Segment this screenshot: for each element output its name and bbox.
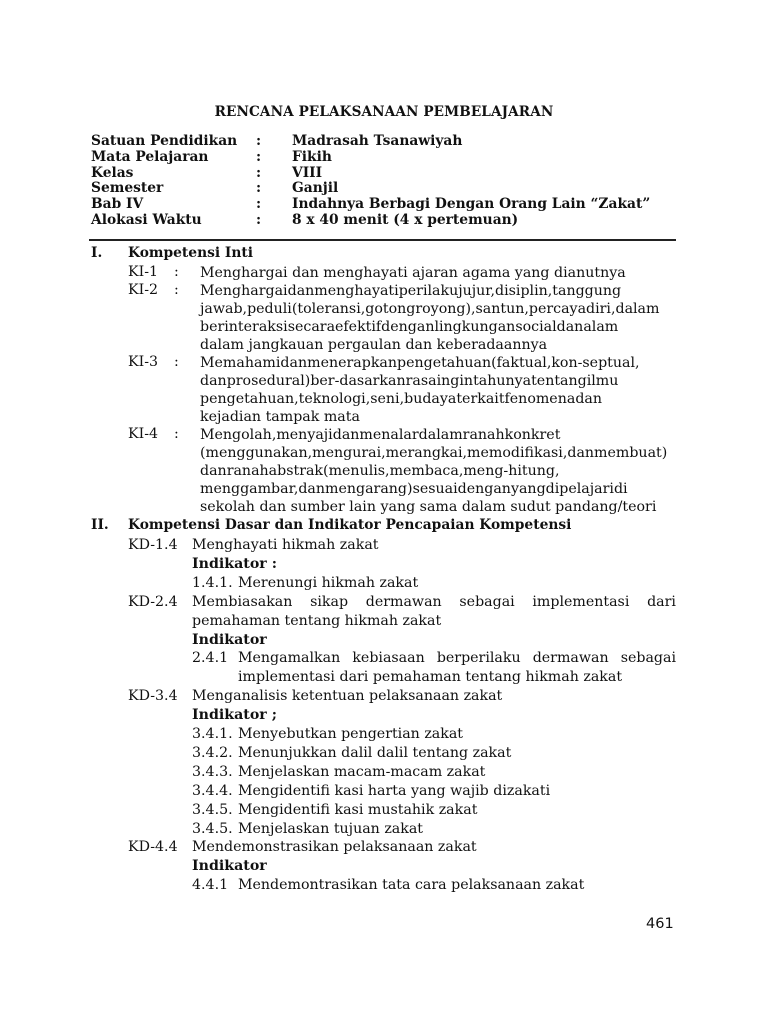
indicator-number: 3.4.3. [192,763,233,780]
identity-row [91,166,681,182]
indicator-text: Menjelaskan macam-macam zakat [238,763,486,780]
identity-row [91,150,681,166]
ki-item [128,354,676,426]
identity-label: Alokasi Waktu [91,211,202,228]
indicator-label: Indikator [192,858,267,875]
ki-text [200,426,676,516]
indicator-text: Merenungi hikmah zakat [238,574,419,591]
kd-text: Membiasakan sikap dermawan sebagai implementasi dari [192,593,676,610]
ki-colon: : [174,426,179,442]
ki-text-line: Memahamidanmenerapkanpengetahuan(faktual,kon-septual, [200,355,640,371]
identity-value: Madrasah Tsanawiyah [292,133,463,149]
ki-code: KI-4 [128,426,159,442]
ki-text-line: jawab,peduli(toleransi,gotongroyong),santun,percayadiri,dalam [200,301,660,318]
indicator-number: 4.4.1 [192,877,229,894]
ki-text-line: (menggunakan,mengurai,merangkai,memodifikasi,danmembuat) [200,445,668,462]
kd-code: KD-2.4 [128,593,178,610]
ki-text-line: danranahabstrak(menulis,membaca,meng-hitung, [200,463,560,480]
indicator-text: Mendemontrasikan tata cara pelaksanaan zakat [238,877,585,894]
indicator-text: Mengidentifi kasi mustahik zakat [238,801,478,818]
identity-label: Kelas [91,164,134,181]
indicator-number: 2.4.1 [192,650,229,667]
identity-value: Indahnya Berbagi Dengan Orang Lain “Zakat” [292,196,651,213]
ki-text-line: Menghargai dan menghayati ajaran agama yang dianutnya [200,265,626,281]
identity-colon: : [256,133,262,149]
ki-text [200,282,676,354]
header-divider [89,239,676,241]
identity-row [91,134,681,150]
indicator-text: implementasi dari pemahaman tentang hikmah zakat [238,669,623,686]
indicator-label: Indikator : [192,555,277,572]
section-title: Kompetensi Dasar dan Indikator Pencapaian Kompetensi [128,517,572,533]
ki-text-line: danprosedural)ber-dasarkanrasaingintahunyatentangilmu [200,373,619,390]
indicator-text: Menyebutkan pengertian zakat [238,726,464,742]
ki-text-line: Menghargaidanmenghayatiperilakujujur,disiplin,tanggung [200,283,622,299]
indicator-text: Menunjukkan dalil dalil tentang zakat [238,744,512,761]
identity-colon: : [256,196,262,213]
ki-item [128,264,676,282]
identity-value: Ganjil [292,180,339,197]
ki-code: KI-1 [128,264,159,280]
ki-text-line: berinteraksisecaraefektifdenganlingkungansocialdanalam [200,319,619,336]
ki-code: KI-2 [128,282,159,298]
ki-item [128,282,676,354]
ki-item [128,426,676,516]
section-title: Kompetensi Inti [128,245,254,261]
identity-colon: : [256,180,262,197]
identity-row [91,181,681,197]
identity-value: VIII [292,164,323,181]
identity-value: 8 x 40 menit (4 x pertemuan) [292,211,519,228]
kd-text: Mendemonstrasikan pelaksanaan zakat [192,839,477,856]
identity-row [91,197,681,213]
kd-code: KD-1.4 [128,537,178,553]
kd-text: Menghayati hikmah zakat [192,537,379,553]
ki-colon: : [174,354,179,370]
ki-colon: : [174,264,179,280]
page-number: 461 [646,916,674,932]
identity-label: Satuan Pendidikan [91,133,238,149]
ki-text-line: pengetahuan,teknologi,seni,budayaterkaitfenomenadan [200,391,602,408]
ki-text-line: kejadian tampak mata [200,409,360,426]
kd-text: pemahaman tentang hikmah zakat [192,612,442,629]
indicator-number: 3.4.1. [192,726,233,742]
indicator-number: 3.4.5. [192,820,233,837]
ki-text-line: Mengolah,menyajidanmenalardalamranahkonkret [200,427,561,443]
identity-value: Fikih [292,148,332,165]
section-number: I. [91,245,103,261]
section-heading-1 [91,245,253,261]
kd-text: Menganalisis ketentuan pelaksanaan zakat [192,688,503,705]
kd-code: KD-4.4 [128,839,178,856]
identity-label: Bab IV [91,196,144,213]
indicator-text: Menjelaskan tujuan zakat [238,820,424,837]
ki-text [200,264,676,282]
ki-text-line: dalam jangkauan pergaulan dan keberadaannya [200,337,548,354]
indicator-label: Indikator [192,631,267,648]
identity-label: Mata Pelajaran [91,148,209,165]
identity-colon: : [256,164,262,181]
indicator-text: Mengamalkan kebiasaan berperilaku dermawan sebagai [238,650,676,667]
indicator-text: Mengidentifi kasi harta yang wajib dizakati [238,782,551,799]
indicator-number: 1.4.1. [192,574,233,591]
ki-code: KI-3 [128,354,159,370]
identity-colon: : [256,211,262,228]
kd-code: KD-3.4 [128,688,178,705]
indicator-number: 3.4.2. [192,744,233,761]
document-title: RENCANA PELAKSANAAN PEMBELAJARAN [214,104,554,120]
identity-label: Semester [91,180,164,197]
indicator-label: Indikator ; [192,707,277,724]
ki-colon: : [174,282,179,298]
ki-text-line: menggambar,danmengarang)sesuaidenganyangdipelajaridi [200,481,628,498]
ki-text [200,354,676,426]
ki-text-line: sekolah dan sumber lain yang sama dalam sudut pandang/teori [200,499,657,516]
indicator-number: 3.4.4. [192,782,233,799]
indicator-number: 3.4.5. [192,801,233,818]
section-heading-2 [91,517,571,533]
identity-table [91,134,681,229]
section-number: II. [91,517,109,533]
identity-row [91,213,681,229]
identity-colon: : [256,148,262,165]
